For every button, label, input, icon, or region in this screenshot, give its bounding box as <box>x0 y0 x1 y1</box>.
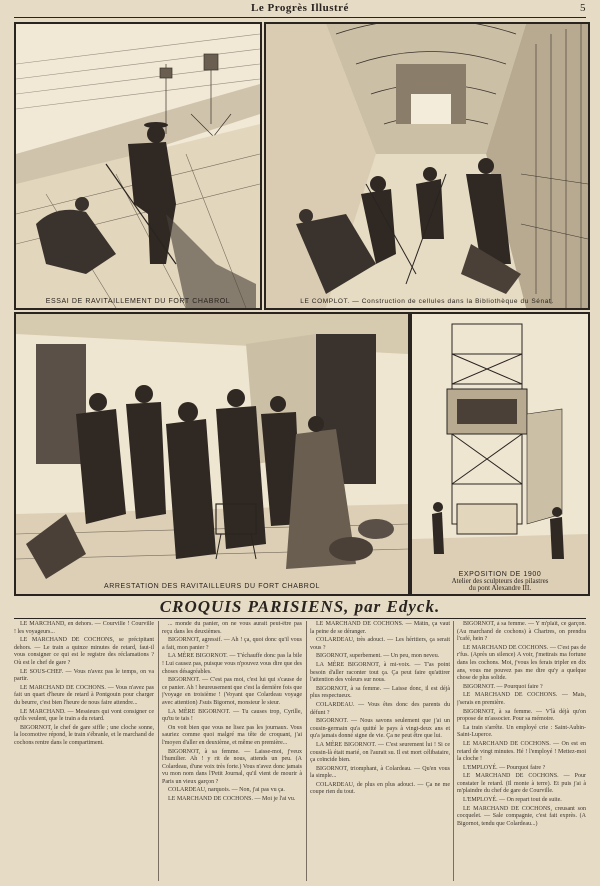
engraving-rooftop-scene <box>16 24 260 308</box>
article-paragraph: On voit bien que vous ne lisez pas les journaux. Vous sauriez comme quoi malgré ma tête de croquant, j'ai l'moyen d'aller en deuxième, et même en première... <box>162 724 302 746</box>
article-paragraph: BIGORNOT, agressif. — Ah ! ça, quoi donc qu'il vous a fait, mon panier ? <box>162 637 302 651</box>
illustration-arrest-of-suppliers <box>14 312 410 596</box>
article-paragraph: LE MARCHAND DE COCHONS. — On est en retard de vingt minutes. Hé ! l'employé ! Mettez-moi la cloche ! <box>457 740 586 763</box>
page-number: 5 <box>580 2 586 14</box>
article-paragraph: LE MARCHAND DE COCHONS, creusant son cocquelet. — Sale compagnie, c'est fait exprès. (A Bigornot, tendu que Colardeau...) <box>457 805 586 827</box>
article-paragraph: L'EMPLOYÉ. — Pourquoi faire ? <box>463 764 546 771</box>
article-paragraph: LA MÈRE BIGORNOT. — Tu causes trop, Cyrille, qu'tu te tais ! <box>162 708 302 723</box>
article-paragraph: BIGORNOT, triomphant, à Colardeau. — Qu'en vous la simple... <box>310 765 450 780</box>
illustration-exposition-1900-workshop <box>410 312 590 596</box>
illustration-fort-chabrol-supply-test <box>14 22 262 310</box>
article-column-1 <box>14 621 154 883</box>
article-paragraph: BIGORNOT, superbement. — Un peu, mon neveu. <box>316 653 440 660</box>
article-paragraph: BIGORNOT, le chef de gare siffle ; une cloche sonne, la locomotive répond, le train s'ébranle, et le marchand de cochons rentre dans le compartiment. <box>14 724 154 746</box>
article-title: CROQUIS PARISIENS, par Edyck. <box>159 597 441 616</box>
article-paragraph: LE MARCHAND DE COCHONS. — Pour constater le retard. (Il monte à terre). Et puis j'ai à m'plaindre du chef de gare de Courville. <box>457 773 586 795</box>
article-paragraph: LE MARCHAND DE COCHONS. — C'est pas de r'fus. (Après un silence) A voir, j'mettrais ma fortune dans les cochons. Moi, j'vous les ferais tripler en dix ans, vous me pouvez pas me dire qu'y a quelque chose de plus solide. <box>457 644 586 682</box>
page-header <box>14 2 586 16</box>
article-paragraph: LE MARCHAND DE COCHONS. — Vous n'avez pas fait un quart d'heure de retard à Pontgouin pour charger du beurre, c'est bien l'heure de nous faire attendre... <box>14 684 154 706</box>
title-rule <box>14 618 586 619</box>
article-paragraph: BIGORNOT, à sa femme. — Laisse donc, il est déjà plus respectueux. <box>310 685 450 700</box>
article-paragraph: BIGORNOT, à sa femme. — Y m'plaît, ce garçon. (Au marchand de cochons) à Chartres, on prendra l'café, hein ? <box>457 621 586 643</box>
article-paragraph: LE MARCHAND DE COCHONS, se précipitant dehors. — Le train a quinze minutes de retard, faut-il vous consigner ce qui est le registre des réclamations ? Où est le chef de gare ? <box>14 637 154 666</box>
article-paragraph: LE MARCHAND. — Messieurs qui vont consigner ce qu'ils veulent, que le train a du retard. <box>14 708 154 723</box>
article-paragraph: BIGORNOT. — C'est pas moi, c'est lui qui s'cause de ce panier. Ah ! heureusement que c'est la dernière fois que j'voyage en troisième ! (Voyant que Colardeau voyage avec attention) J'suis Bigornot, monsieur le sieur. <box>162 677 302 706</box>
article-paragraph: COLARDEAU, narquois. — Non, j'ai pas vu ça. <box>168 787 285 794</box>
caption-top-right: LE COMPLOT. — Construction de cellules dans la Bibliothèque du Sénat. <box>300 298 554 305</box>
column-divider <box>306 621 307 881</box>
article-paragraph: BIGORNOT. — Pourquoi faire ? <box>463 683 543 690</box>
illustration-complot-senate-library <box>264 22 590 310</box>
engraving-scaffold-scene <box>412 314 588 594</box>
column-divider <box>158 621 159 881</box>
article-paragraph: LE MARCHAND, en dehors. — Courville ! Courville ! les voyageurs... <box>14 621 154 635</box>
article-paragraph: COLARDEAU, de plus en plus adouci. — Ça ne me coupe rien du tout. <box>310 781 450 796</box>
article-paragraph: LE MARCHAND DE COCHONS. — Mais, j'serais en première. <box>457 692 586 706</box>
article-column-3 <box>310 621 450 883</box>
caption-top-left: ESSAI DE RAVITAILLEMENT DU FORT CHABROL <box>45 298 231 305</box>
article-paragraph: LA MÈRE BIGORNOT. — C'est seurement lui ! Si ce cousin-là était marié, on l'aurait su. Il est mort célibataire, ça coïncide bien. <box>310 741 450 764</box>
article-paragraph: L'EMPLOYÉ. — On repart tout de suite. <box>463 797 562 804</box>
article-column-2 <box>162 621 302 883</box>
article-paragraph: La train s'arrête. Un employé crie : Saint-Aubin-Saint-Luperce. <box>457 724 586 739</box>
article-paragraph: ... monde du panier, on ne vous aurait peut-être pas reçu dans les deuxièmes. <box>162 621 302 635</box>
caption-bottom-right-line3: du pont Alexandre III. <box>468 584 532 592</box>
article-paragraph: LA MÈRE BIGORNOT, à mi-voix. — T'as point besoin d'aller raconter tout ça. Ça peut faire qu'attirer l'attention des voleurs sur nous. <box>310 661 450 684</box>
caption-bottom-left: ARRESTATION DES RAVITAILLEURS DU FORT CHABROL <box>103 583 321 590</box>
article-paragraph: LE MARCHAND DE COCHONS. — Mâtin, ça vaut la peine de se déranger. <box>310 621 450 635</box>
caption-bottom-right-line1: EXPOSITION DE 1900 <box>458 571 542 578</box>
header-rule <box>14 17 586 18</box>
article-paragraph: COLARDEAU, très adouci. — Les héritiers, ça serait vous ? <box>310 637 450 651</box>
article-column-4 <box>457 621 586 883</box>
article-paragraph: BIGORNOT, à sa femme. — Laisse-moi, j'veux l'humilier. Ah ! y rit de nous, attends un peu. (A Colardeau, d'une voix très forte.) Vous n'avez donc jamais vu mon nom dans l'Petit Journal, qu'il vient de mourir à Paris un vieux garçon ? <box>162 748 302 785</box>
article-paragraph: LE MARCHAND DE COCHONS. — Moi je l'ai vu. <box>168 796 296 803</box>
article-paragraph: BIGORNOT, à sa femme. — V'là déjà qu'on propose de m'associer. Pour sa mémoire. <box>457 708 586 723</box>
masthead-title: Le Progrès Illustré <box>251 2 349 14</box>
article-paragraph: LA MÈRE BIGORNOT. — T'échauffe donc pas la bile ! Lui causez pas, puisque vous n'pouvez vous dire que des choses désagréables. <box>162 653 302 675</box>
engraving-library-scene <box>266 24 588 308</box>
column-divider <box>453 621 454 881</box>
engraving-arrest-scene <box>16 314 408 594</box>
caption-bottom-right-line2: Atelier des sculpteurs des pilastres <box>451 577 549 585</box>
article-paragraph: COLARDEAU. — Vous êtes donc des parents du défunt ? <box>310 701 450 716</box>
article-paragraph: BIGORNOT. — Nous savons seulement que j'ai un cousin-germain qu'a quitté le pays à vingt-deux ans et qu'a jamais donné signe de vie. Ça ne peut être que lui. <box>310 718 450 740</box>
article-paragraph: LE SOUS-CHEF. — Vous n'avez pas le temps, on va partir. <box>14 668 154 683</box>
